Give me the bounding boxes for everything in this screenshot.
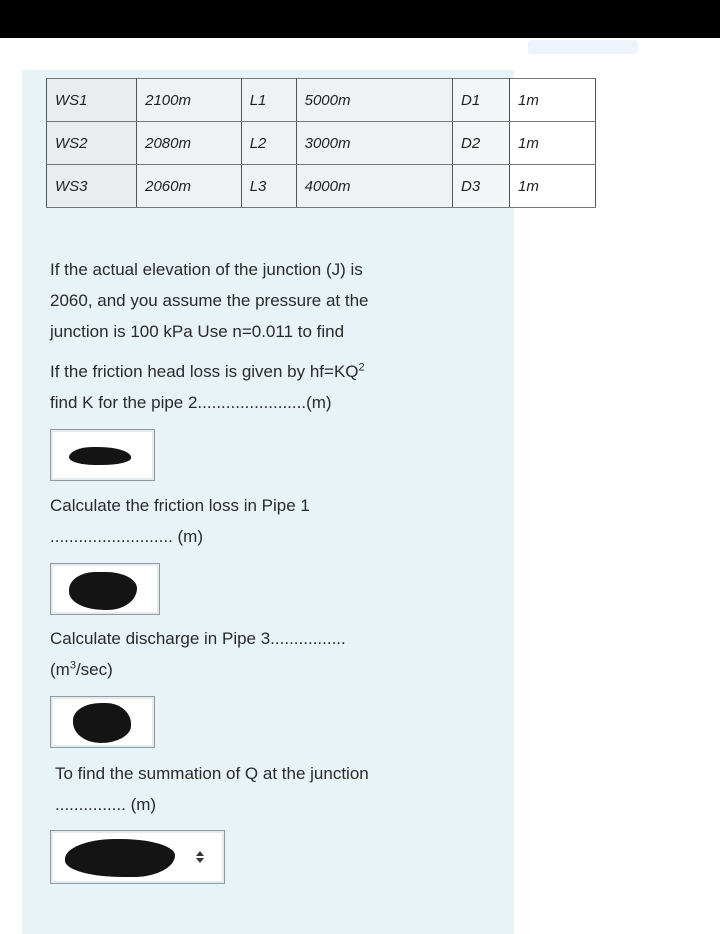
table-cell: 5000m (296, 79, 452, 122)
question-line: ............... (m) (55, 795, 157, 814)
answer-select-summation[interactable] (50, 830, 225, 884)
question-line: To find the summation of Q at the junction (55, 764, 369, 783)
redaction-blot (69, 447, 131, 465)
table-cell: 1m (509, 122, 595, 165)
problem-statement (50, 254, 480, 347)
question-line: Calculate discharge in Pipe 3................ (50, 629, 346, 648)
table-cell: 2060m (137, 165, 242, 208)
chevron-up-icon (196, 851, 204, 856)
table-cell: 2100m (137, 79, 242, 122)
table-cell: 2080m (137, 122, 242, 165)
table-cell: L1 (241, 79, 296, 122)
select-arrows-icon[interactable] (193, 847, 207, 867)
table-cell: 1m (509, 165, 595, 208)
table-cell: WS1 (47, 79, 137, 122)
answer-input-discharge[interactable] (50, 696, 155, 748)
question-friction-k (50, 356, 480, 418)
answer-input-friction-k[interactable] (50, 429, 155, 481)
problem-line: junction is 100 kPa Use n=0.011 to find (50, 322, 345, 341)
table-row (47, 165, 596, 208)
table-cell: D3 (453, 165, 510, 208)
table-cell: D1 (453, 79, 510, 122)
data-table (46, 78, 596, 208)
question-summation (55, 758, 495, 820)
superscript: 2 (358, 361, 365, 374)
question-line: .......................... (m) (50, 527, 204, 546)
table-cell: WS2 (47, 122, 137, 165)
table-cell: 1m (509, 79, 595, 122)
table-cell: D2 (453, 122, 510, 165)
table-row (47, 122, 596, 165)
redaction-blot (69, 572, 137, 610)
chevron-down-icon (196, 858, 204, 863)
question-line: If the friction head loss is given by $hf=KQ^2$ (50, 361, 365, 381)
redaction-blot (73, 703, 131, 743)
table-cell: L3 (241, 165, 296, 208)
question-line: Calculate the friction loss in Pipe 1 (50, 496, 310, 515)
panel-header (22, 38, 514, 70)
problem-line: 2060, and you assume the pressure at the (50, 291, 369, 310)
table-cell: 3000m (296, 122, 452, 165)
top-bar (0, 0, 720, 38)
table-row (47, 79, 596, 122)
answer-input-friction-loss[interactable] (50, 563, 160, 615)
table-cell: WS3 (47, 165, 137, 208)
faded-header-button[interactable] (528, 40, 638, 54)
question-line: $(m^3/\sec)$ (50, 659, 113, 679)
problem-line: If the actual elevation of the junction (J) is (50, 260, 363, 279)
table-cell: 4000m (296, 165, 452, 208)
question-line: find K for the pipe 2.......................(m) (50, 393, 332, 412)
superscript: 3 (69, 659, 76, 672)
table-cell: L2 (241, 122, 296, 165)
redaction-blot (65, 839, 175, 877)
question-friction-loss (50, 490, 480, 552)
question-discharge (50, 623, 480, 685)
